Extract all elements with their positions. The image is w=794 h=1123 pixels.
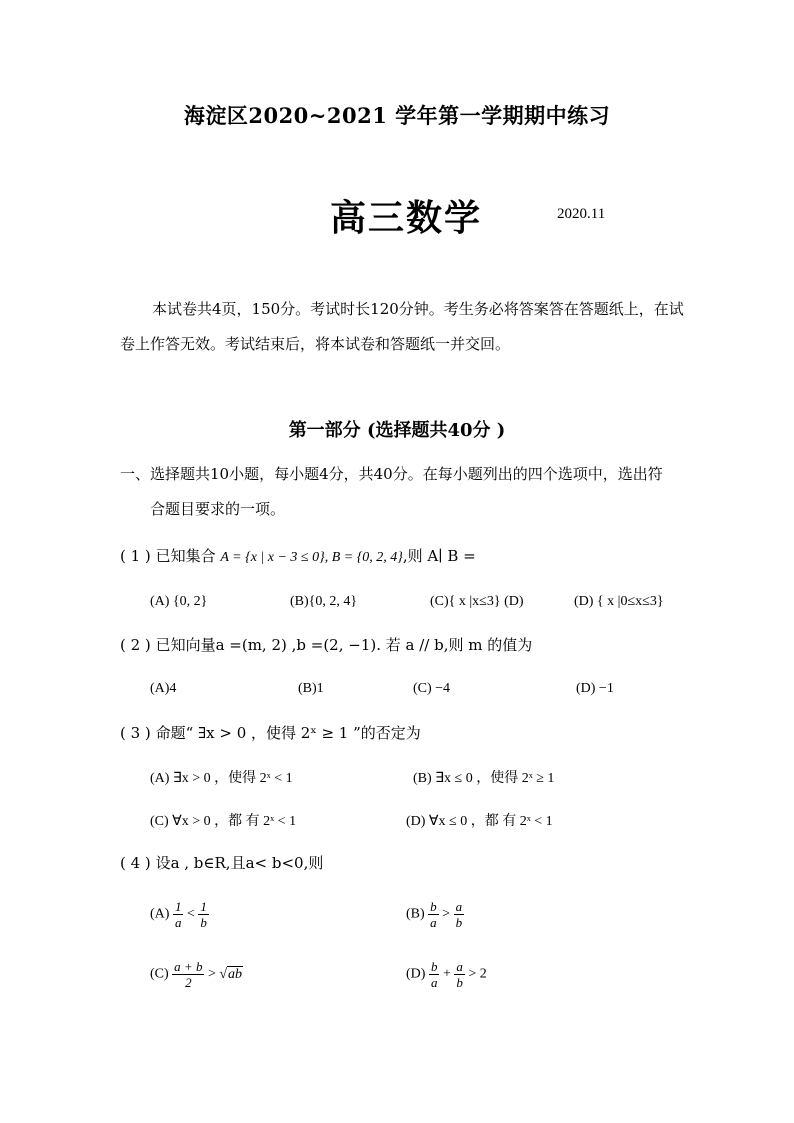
fraction: $\frac{1}{b}$	[200, 899, 207, 930]
option-label: (C)	[150, 966, 169, 982]
option-label: (D)	[406, 966, 426, 982]
exam-date: 2020.11	[557, 206, 606, 222]
option-label: (B)	[406, 906, 425, 922]
operator: +	[442, 966, 451, 982]
q1-option-a: (A) {0, 2}	[150, 594, 208, 609]
exam-title: 海淀区2020~2021 学年第一学期期中练习	[183, 103, 611, 128]
q4-option-c	[150, 959, 243, 990]
fraction: $\frac{b}{a}$	[430, 959, 438, 990]
question-text: 已知集合	[155, 547, 221, 565]
question-text: 已知向量a =(m, 2) ,b =(2, −1). 若 a // b,则 m 的值为	[155, 636, 533, 654]
q2-option-b: (B)1	[298, 681, 324, 696]
section-instruction-line1: 一、选择题共10小题，每小题4分，共40分。在每小题列出的四个选项中，选出符	[120, 465, 663, 483]
operator: >	[207, 966, 216, 982]
q1-option-d: (D) { x |0≤x≤3}	[574, 594, 664, 609]
square-root: √ab	[219, 966, 243, 982]
question-3-stem	[120, 722, 421, 743]
fraction: $\frac{a + b}{2}$	[174, 959, 203, 990]
option-label: (A)	[150, 906, 170, 922]
q3-option-a: (A) ∃x > 0 ，使得 2ˣ < 1	[150, 771, 293, 786]
question-number: ( 4 )	[120, 854, 156, 872]
fraction: $\frac{a}{b}$	[455, 899, 463, 930]
q3-option-d: (D) ∀x ≤ 0 ，都 有 2ˣ < 1	[406, 814, 553, 829]
exam-subject: 高三数学	[330, 197, 483, 239]
question-number: ( 2 )	[120, 636, 156, 654]
question-number: ( 1 )	[120, 547, 156, 565]
q2-option-a: (A)4	[150, 681, 177, 696]
fraction: $\frac{1}{a}$	[174, 899, 182, 930]
q1-option-c: (C){ x |x≤3} (D)	[430, 594, 524, 609]
operator: >	[442, 906, 451, 922]
q4-option-b	[406, 899, 464, 930]
q4-option-a	[150, 899, 209, 930]
question-4-stem	[120, 852, 323, 873]
question-text: 命题“ ∃x > 0 ，使得 2ˣ ≥ 1 ”的否定为	[155, 724, 421, 742]
question-math: A = {x | x − 3 ≤ 0}, B = {0, 2, 4}	[220, 550, 403, 565]
question-2-stem	[120, 634, 532, 655]
section-title: 第一部分 (选择题共40分 )	[288, 420, 506, 441]
exam-intro: 本试卷共4页，150分。考试时长120分钟。考生务必将答案答在答题纸上，在试卷上作答无效。考试结束后，将本试卷和答题纸一并交回。	[120, 300, 684, 353]
q3-option-b: (B) ∃x ≤ 0 ，使得 2ˣ ≥ 1	[413, 771, 555, 786]
q2-option-d: (D) −1	[576, 681, 614, 696]
question-number: ( 3 )	[120, 724, 156, 742]
question-1-stem	[120, 545, 476, 566]
question-text: ,则 A∣ B =	[402, 547, 476, 565]
fraction: $\frac{b}{a}$	[430, 899, 437, 930]
question-text: 设a , b∈R,且a< b<0,则	[155, 854, 324, 872]
fraction: $\frac{a}{b}$	[456, 959, 463, 990]
section-instruction-line2: 合题目要求的一项。	[150, 500, 286, 518]
inequality-tail: > 2	[468, 966, 487, 982]
q3-option-c: (C) ∀x > 0 ，都 有 2ˣ < 1	[150, 814, 297, 829]
operator: <	[186, 906, 195, 922]
q1-option-b: (B){0, 2, 4}	[290, 594, 358, 609]
q2-option-c: (C) −4	[413, 681, 451, 696]
q4-option-d	[406, 959, 487, 990]
